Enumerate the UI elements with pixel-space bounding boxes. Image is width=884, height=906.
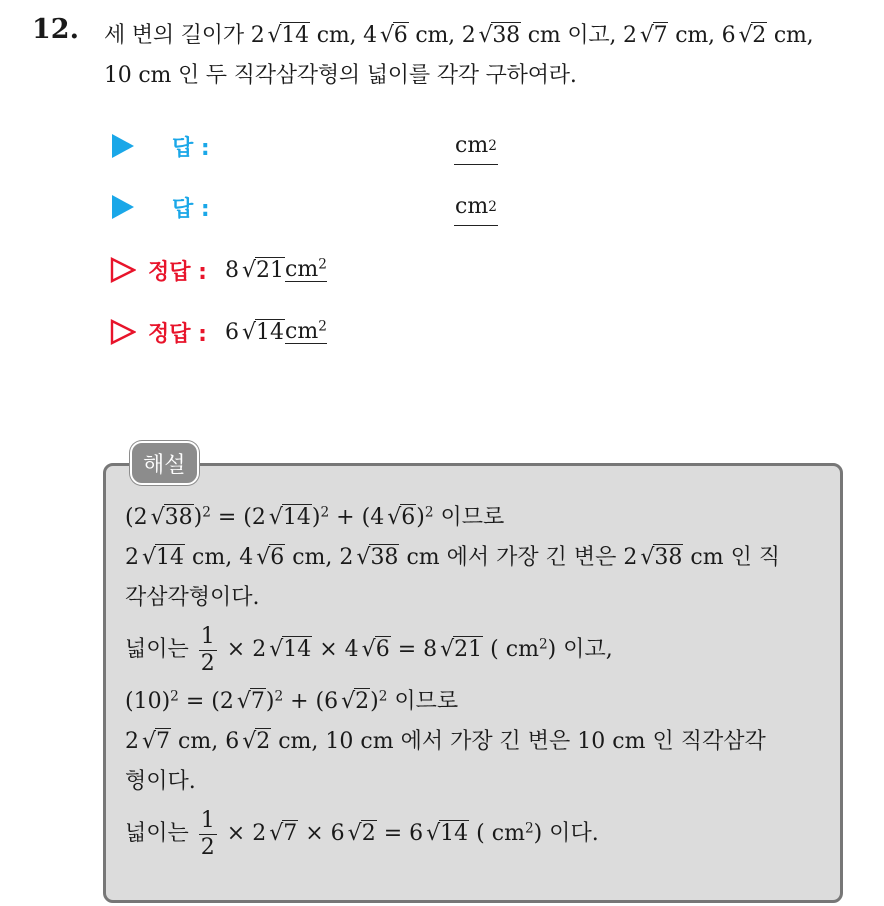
outlined-triangle-icon (110, 257, 136, 283)
correct-label: 정답 : (148, 321, 207, 347)
answer-unit-blank[interactable]: cm 2 (454, 189, 498, 226)
answer-row-1 (110, 128, 497, 164)
solution-tag: 해설 (130, 441, 199, 485)
answer-unit-blank[interactable]: cm 2 (454, 128, 498, 165)
solution-line-6: 2 √7 cm, 6 √2 cm, 10 cm 에서 가장 긴 변은 10 cm 인 직각삼각 (125, 729, 766, 754)
solution-line-4: 넓이는 $\frac{1}{2}$ × 2 √14 × 4 √6 = 8 √21 ( $cm^2$) 이고, (125, 624, 613, 676)
answer-label: 답 : (172, 135, 210, 161)
solution-line-7: 형이다. (125, 769, 196, 794)
question-line-2: 10 cm 인 두 직각삼각형의 넓이를 각각 구하여라. (104, 63, 577, 88)
answer-label: 답 : (172, 196, 210, 222)
solution-line-2: 2 √14 cm, 4 √6 cm, 2 √38 cm 에서 가장 긴 변은 2 √38 cm 인 직 (125, 545, 781, 570)
correct-value-1: 8 √21 $cm^2$ (224, 256, 327, 283)
play-triangle-icon (112, 195, 134, 219)
correct-row-2 (110, 314, 327, 350)
answer-row-2 (110, 189, 497, 225)
solution-line-3: 각삼각형이다. (125, 585, 260, 610)
solution-text (125, 498, 830, 860)
fraction-one-half: $\frac{1}{2}$ (200, 808, 215, 860)
correct-value-2: 6 √14 $cm^2$ (224, 318, 327, 345)
question-number: 12. (32, 14, 79, 45)
correct-row-1 (110, 252, 327, 288)
fraction-one-half: $\frac{1}{2}$ (200, 624, 215, 676)
solution-line-5: $(10)^2 = (2$ √7)$^2$ + (6 √2)$^2$ 이므로 (125, 688, 459, 714)
correct-label: 정답 : (148, 259, 207, 285)
question-line-1: 세 변의 길이가 2 √14 cm, 4 √6 cm, 2 √38 cm 이고, 2 √7 cm, 6 √2 cm, (104, 23, 814, 48)
play-triangle-icon (112, 134, 134, 158)
outlined-triangle-icon (110, 319, 136, 345)
solution-line-1: (2 √38)$^2$ = (2 √14)$^2$ + (4 √6)$^2$ 이므로 (125, 504, 505, 530)
question-text (104, 16, 874, 96)
solution-line-8: 넓이는 $\frac{1}{2}$ × 2 √7 × 6 √2 = 6 √14 ( $cm^2$) 이다. (125, 808, 599, 860)
